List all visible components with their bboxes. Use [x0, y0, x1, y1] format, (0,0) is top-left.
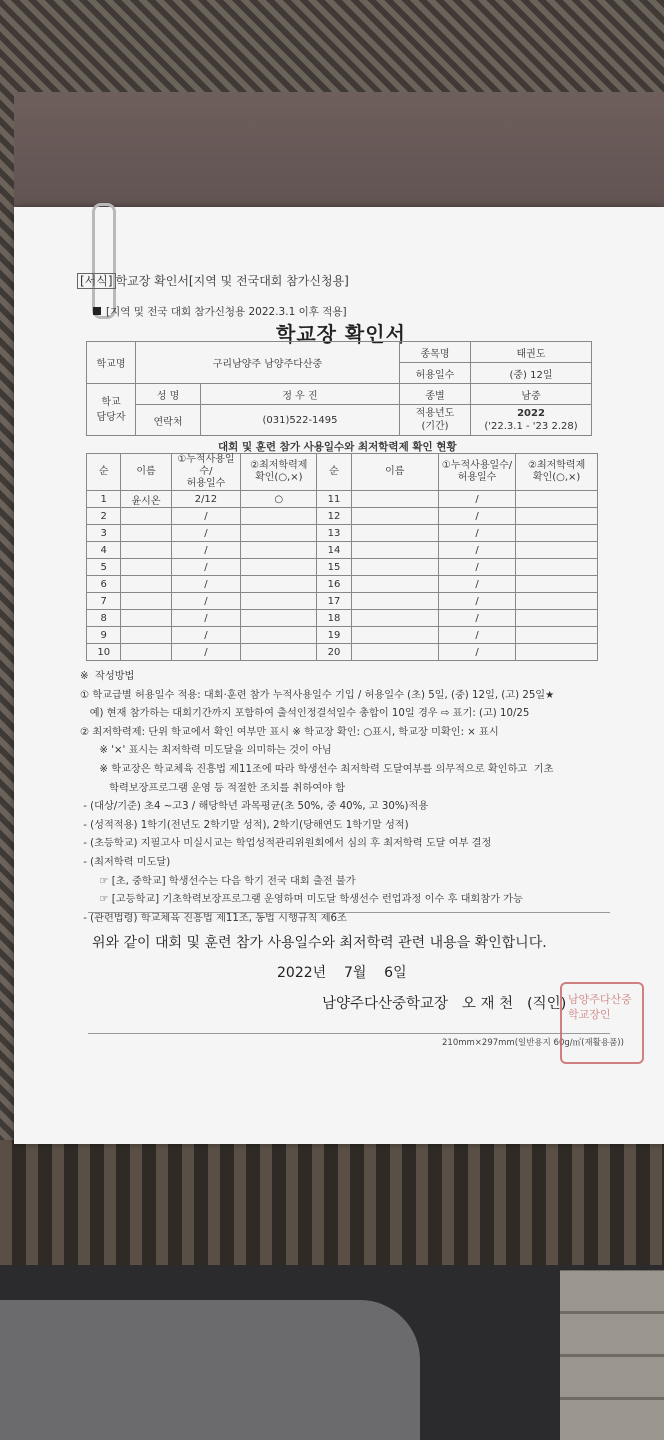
- table-cell: 6: [87, 576, 121, 593]
- allow-label: 허용일수: [400, 363, 471, 384]
- table-cell: [351, 508, 438, 525]
- table-cell: [241, 542, 317, 559]
- table-cell: [351, 593, 438, 610]
- table-cell: 20: [317, 644, 351, 661]
- info-table: [86, 341, 592, 436]
- table-cell: [516, 593, 598, 610]
- table-cell: [121, 593, 171, 610]
- background-tile: [560, 1270, 664, 1440]
- header-name: 이름: [351, 454, 438, 491]
- note-line: 학력보장프로그램 운영 등 적절한 조치를 취하여야 함: [80, 782, 346, 794]
- header-check: ②최저학력제 확인(○,×): [241, 454, 317, 491]
- table-row: [87, 576, 598, 593]
- table-cell: [516, 627, 598, 644]
- table-cell: [241, 508, 317, 525]
- table-cell: 17: [317, 593, 351, 610]
- table-row: [87, 627, 598, 644]
- table-cell: [241, 593, 317, 610]
- table-cell: 7: [87, 593, 121, 610]
- table-cell: /: [438, 491, 515, 508]
- note-line: 예) 현재 참가하는 대회기간까지 포함하여 출석인정결석일수 총합이 10일 경우 ⇨ 표기: (고) 10/25: [80, 708, 530, 720]
- table-cell: /: [171, 644, 241, 661]
- table-cell: [516, 559, 598, 576]
- school-label: 학교명: [87, 342, 136, 384]
- note-line: - (성적적용) 1학기(전년도 2학기말 성적), 2학기(당해연도 1학기말 성적): [80, 819, 409, 831]
- table-cell: [121, 644, 171, 661]
- table-cell: 10: [87, 644, 121, 661]
- seal-text: 남양주다산중학교장인: [568, 993, 632, 1021]
- section-title: 대회 및 훈련 참가 사용일수와 최저학력제 확인 현황: [218, 441, 457, 453]
- paperclip: [92, 203, 116, 319]
- notes-section: [80, 668, 554, 928]
- event-label: 종목명: [400, 342, 471, 363]
- table-cell: 2/12: [171, 491, 241, 508]
- table-row: [87, 644, 598, 661]
- year-value: 2022: [517, 408, 545, 419]
- header-usage: ①누적사용일수/ 허용일수: [171, 454, 241, 491]
- table-row: [87, 559, 598, 576]
- table-cell: [241, 559, 317, 576]
- table-cell: 13: [317, 525, 351, 542]
- table-cell: 15: [317, 559, 351, 576]
- background-leg: [0, 1300, 420, 1440]
- table-cell: 8: [87, 610, 121, 627]
- table-cell: /: [171, 593, 241, 610]
- document-title: 학교장 확인서: [276, 322, 406, 346]
- participation-header-row: [87, 454, 598, 491]
- square-bullet-icon: [93, 307, 101, 315]
- table-cell: 5: [87, 559, 121, 576]
- table-cell: [351, 525, 438, 542]
- note-line: ② 최저학력제: 단위 학교에서 확인 여부만 표시 ※ 학교장 확인: ○표시, 학교장 미확인: × 표시: [80, 726, 499, 738]
- table-cell: 19: [317, 627, 351, 644]
- table-row: [87, 491, 598, 508]
- table-cell: [351, 644, 438, 661]
- year-cell: [471, 405, 592, 436]
- note-line: ※ '×' 표시는 최저학력 미도달을 의미하는 것이 아님: [80, 745, 332, 757]
- table-cell: [241, 644, 317, 661]
- official-seal: [560, 982, 644, 1064]
- table-cell: 4: [87, 542, 121, 559]
- divider: [88, 912, 610, 913]
- table-cell: /: [438, 525, 515, 542]
- table-row: [87, 593, 598, 610]
- contact-value: (031)522-1495: [201, 405, 400, 436]
- table-cell: /: [438, 610, 515, 627]
- year-label: 적용년도 (기간): [400, 405, 471, 436]
- table-cell: [351, 559, 438, 576]
- table-cell: [121, 610, 171, 627]
- table-cell: 윤시온: [121, 491, 171, 508]
- note-line: ☞ [고등학교] 기초학력보장프로그램 운영하며 미도달 학생선수 런업과정 이수 후 대회참가 가능: [80, 894, 523, 906]
- table-row: [87, 542, 598, 559]
- table-cell: /: [171, 508, 241, 525]
- table-cell: 9: [87, 627, 121, 644]
- table-cell: /: [438, 576, 515, 593]
- paper-spec: 210mm×297mm(일반용지 60g/㎡(재활용품)): [442, 1038, 624, 1048]
- background-wicker-bottom: [0, 1140, 664, 1270]
- note-line: - (대상/기준) 초4 ~고3 / 해당학년 과목평균(초 50%, 중 40%, 고 30%)적용: [80, 801, 429, 813]
- name-label: 성 명: [136, 384, 201, 405]
- period-value: ('22.3.1 - '23 2.28): [484, 421, 578, 432]
- header-name: 이름: [121, 454, 171, 491]
- table-cell: /: [171, 576, 241, 593]
- note-line: - (초등학교) 지필고사 미실시교는 학업성적관리위원회에서 심의 후 최저학력 도달 여부 결정: [80, 838, 492, 850]
- table-cell: 16: [317, 576, 351, 593]
- table-cell: 14: [317, 542, 351, 559]
- table-cell: /: [438, 644, 515, 661]
- allow-value: (중) 12일: [471, 363, 592, 384]
- table-cell: /: [438, 542, 515, 559]
- table-row: [87, 508, 598, 525]
- table-cell: /: [171, 610, 241, 627]
- table-cell: /: [438, 559, 515, 576]
- header-no: 순: [87, 454, 121, 491]
- table-cell: [516, 491, 598, 508]
- table-cell: [516, 610, 598, 627]
- table-cell: 12: [317, 508, 351, 525]
- table-cell: [121, 508, 171, 525]
- table-cell: [121, 576, 171, 593]
- table-cell: [516, 542, 598, 559]
- table-cell: [351, 627, 438, 644]
- table-cell: 3: [87, 525, 121, 542]
- table-cell: [241, 525, 317, 542]
- table-cell: [351, 576, 438, 593]
- table-cell: /: [438, 508, 515, 525]
- table-cell: [516, 525, 598, 542]
- table-cell: [351, 491, 438, 508]
- header-check: ②최저학력제 확인(○,×): [516, 454, 598, 491]
- header-no: 순: [317, 454, 351, 491]
- table-cell: [121, 542, 171, 559]
- sub-label: [지역 및 전국 대회 참가신청용 2022.3.1 이후 적용]: [93, 304, 347, 319]
- category-label: 종별: [400, 384, 471, 405]
- table-cell: 1: [87, 491, 121, 508]
- event-value: 태권도: [471, 342, 592, 363]
- table-cell: /: [171, 627, 241, 644]
- table-cell: /: [438, 627, 515, 644]
- note-line: ※ 작성방법: [80, 671, 135, 682]
- form-label: [서식] 학교장 확인서[지역 및 전국대회 참가신청용]: [77, 272, 349, 289]
- table-cell: [516, 576, 598, 593]
- school-value: 구리남양주 남양주다산중: [136, 342, 400, 384]
- table-cell: /: [171, 525, 241, 542]
- table-row: [87, 610, 598, 627]
- note-line: - (최저학력 미도달): [80, 856, 171, 868]
- table-cell: /: [171, 542, 241, 559]
- note-line: - (관련법령) 학교체육 진흥법 제11조, 동법 시행규칙 제6조: [80, 912, 347, 924]
- note-line: ☞ [초, 중학교] 학생선수는 다음 학기 전국 대회 출전 불가: [80, 875, 356, 887]
- table-cell: 2: [87, 508, 121, 525]
- header-usage: ①누적사용일수/ 허용일수: [438, 454, 515, 491]
- divider: [88, 1033, 610, 1034]
- table-row: [87, 525, 598, 542]
- table-cell: /: [438, 593, 515, 610]
- table-cell: [121, 559, 171, 576]
- table-cell: [351, 610, 438, 627]
- category-value: 남중: [471, 384, 592, 405]
- table-cell: ○: [241, 491, 317, 508]
- table-cell: [121, 627, 171, 644]
- table-cell: [241, 627, 317, 644]
- name-value: 정 우 진: [201, 384, 400, 405]
- table-cell: [351, 542, 438, 559]
- manager-label: 학교 담당자: [87, 384, 136, 436]
- note-line: ① 학교급별 허용일수 적용: 대회·훈련 참가 누적사용일수 기입 / 허용일수 (초) 5일, (중) 12일, (고) 25일★: [80, 689, 555, 701]
- contact-label: 연락처: [136, 405, 201, 436]
- table-cell: [241, 576, 317, 593]
- date-text: 2022년 7월 6일: [277, 965, 407, 981]
- participation-table: [86, 453, 598, 661]
- table-cell: [516, 644, 598, 661]
- note-line: ※ 학교장은 학교체육 진흥법 제11조에 따라 학생선수 최저학력 도달여부를 의무적으로 확인하고 기초: [80, 763, 554, 775]
- table-cell: /: [171, 559, 241, 576]
- table-cell: [516, 508, 598, 525]
- principal-signature: 남양주다산중학교장 오 재 천 (직인): [322, 996, 567, 1012]
- table-cell: 18: [317, 610, 351, 627]
- table-cell: [121, 525, 171, 542]
- table-cell: 11: [317, 491, 351, 508]
- confirm-text: 위와 같이 대회 및 훈련 참가 사용일수와 최저학력 관련 내용을 확인합니다.: [92, 935, 547, 951]
- table-cell: [241, 610, 317, 627]
